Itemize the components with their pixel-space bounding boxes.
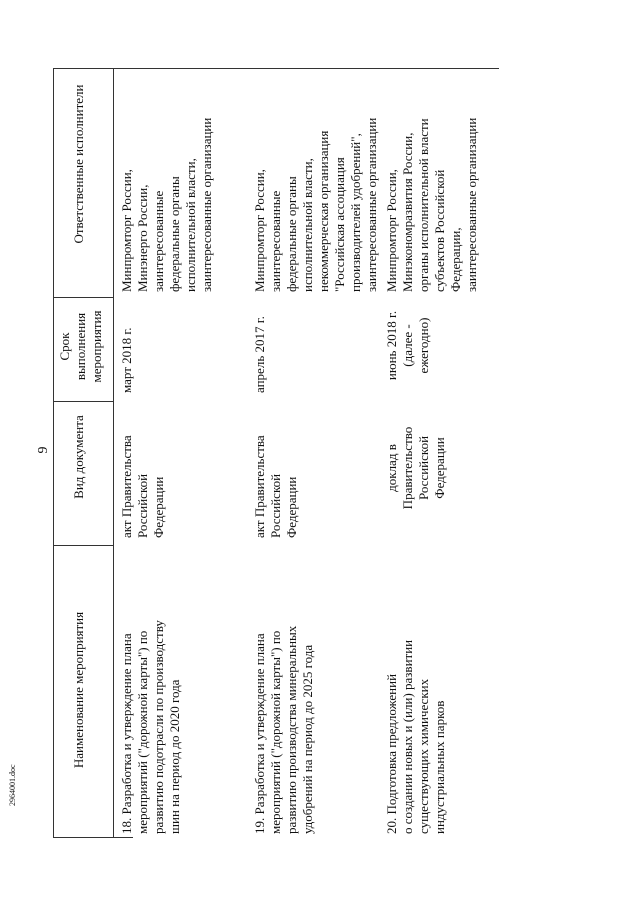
row-3-deadline: июнь 2018 г. (далее - ежегодно) [384, 310, 431, 381]
row-3-name: 20. Подготовка предложений о создании новых и (или) развитии существующих химических индустриальных парков [384, 639, 447, 834]
row-3-executors: Минпромторг России, Минэкономразвития России, органы исполнительной власти субъектов Российской Федерации, заинтересованные организации [384, 117, 479, 292]
header-doc-type: Вид документа [71, 415, 86, 499]
header-divider-5 [113, 68, 114, 838]
header-name: Наименование мероприятия [71, 611, 86, 769]
table-border-left [53, 68, 54, 838]
row-2-executors: Минпромторг России, заинтересованные федеральные органы исполнительной власти, некоммерческая организация "Российская ассоциация производителей удобрений", заинтересованные организации [252, 117, 379, 292]
row-3-doc-type: доклад в Правительство Российской Федерации [384, 426, 447, 510]
row-1-executors: Минпромторг России, Минэнерго России, заинтересованные федеральные органы исполнительной власти, заинтересованные организации [119, 117, 214, 292]
header-executors: Ответственные исполнители [71, 84, 86, 244]
row-1-name: 18. Разработка и утверждение плана мероприятий ("дорожной карты") по развитию подотрасли по производству шин на период до 2020 года [119, 620, 182, 834]
row-1-doc-type: акт Правительства Российской Федерации [119, 435, 166, 538]
header-divider-2 [53, 545, 113, 546]
table-border-top [53, 68, 499, 69]
row-2-deadline: апрель 2017 г. [252, 316, 267, 393]
page-number: 9 [36, 446, 51, 454]
row-2-doc-type: акт Правительства Российской Федерации [252, 435, 299, 538]
measures-table [53, 68, 499, 838]
doc-code: 2964001.doc [8, 764, 17, 806]
header-divider-4 [53, 297, 113, 298]
header-deadline: Срок выполнения мероприятия [57, 310, 104, 383]
row-1-deadline: март 2018 г. [119, 327, 134, 393]
table-border-bottom [53, 837, 133, 838]
row-2-name: 19. Разработка и утверждение плана мероприятий ("дорожной карты") по развитию производства минеральных удобрений на период до 2025 года [252, 625, 315, 834]
